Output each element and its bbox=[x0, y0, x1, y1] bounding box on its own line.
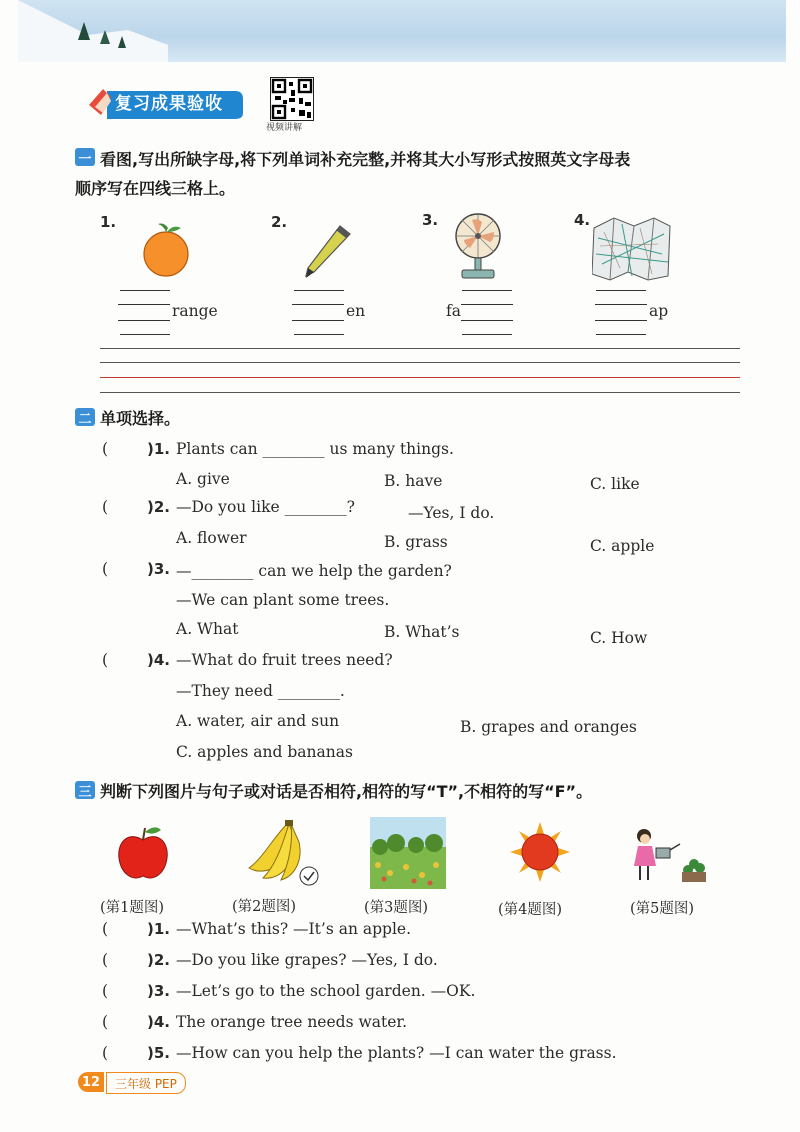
picture-caption: (第1题图) bbox=[100, 900, 165, 916]
item-number: 2. bbox=[271, 213, 288, 231]
qr-code-icon[interactable] bbox=[270, 77, 314, 121]
writing-line[interactable] bbox=[100, 392, 740, 393]
answer-paren[interactable]: ( bbox=[102, 1044, 109, 1062]
item-number: 4. bbox=[574, 211, 591, 229]
question-stem-reply: —Yes, I do. bbox=[408, 504, 495, 522]
answer-blank[interactable] bbox=[292, 320, 344, 321]
answer-blank[interactable] bbox=[595, 320, 647, 321]
part1-instruction-line1: 看图,写出所缺字母,将下列单词补充完整,并将其大小写形式按照英文字母表 bbox=[100, 150, 631, 169]
sun-icon bbox=[510, 822, 570, 882]
word-prefix: fa bbox=[446, 302, 461, 320]
answer-paren[interactable]: ( bbox=[102, 440, 109, 458]
option-c[interactable]: C. How bbox=[590, 629, 648, 647]
answer-paren[interactable]: ( bbox=[102, 560, 109, 578]
statement-text: The orange tree needs water. bbox=[176, 1013, 407, 1031]
qr-caption: 视频讲解 bbox=[266, 123, 303, 133]
option-b[interactable]: B. have bbox=[384, 472, 443, 490]
fan-icon bbox=[450, 210, 506, 282]
question-number: )4. bbox=[147, 651, 170, 669]
answer-paren[interactable]: ( bbox=[102, 951, 109, 969]
word-suffix: ap bbox=[649, 302, 669, 320]
answer-blank[interactable] bbox=[462, 290, 512, 291]
option-a[interactable]: A. flower bbox=[176, 529, 247, 547]
answer-blank[interactable] bbox=[461, 320, 513, 321]
question-stem: —________ can we help the garden? bbox=[176, 562, 452, 580]
question-number: )3. bbox=[147, 560, 170, 578]
writing-line[interactable] bbox=[100, 348, 740, 349]
statement-text: —Do you like grapes? —Yes, I do. bbox=[176, 951, 438, 969]
orange-icon bbox=[140, 220, 192, 278]
writing-line[interactable] bbox=[100, 362, 740, 363]
picture-caption: (第2题图) bbox=[232, 899, 297, 915]
option-c[interactable]: C. apple bbox=[590, 537, 655, 555]
question-stem-reply: —We can plant some trees. bbox=[176, 591, 390, 609]
answer-paren[interactable]: ( bbox=[102, 982, 109, 1000]
question-stem: —Do you like ________? bbox=[176, 498, 355, 516]
word-suffix: range bbox=[172, 302, 218, 320]
picture-caption: (第4题图) bbox=[498, 902, 563, 918]
question-number: )2. bbox=[147, 498, 170, 516]
answer-blank[interactable] bbox=[118, 304, 170, 305]
answer-blank[interactable] bbox=[596, 290, 646, 291]
question-stem: —What do fruit trees need? bbox=[176, 651, 393, 669]
answer-blank[interactable] bbox=[120, 334, 170, 335]
answer-blank[interactable] bbox=[596, 334, 646, 335]
option-b[interactable]: B. grapes and oranges bbox=[460, 718, 637, 736]
map-icon bbox=[592, 214, 672, 282]
garden-icon bbox=[370, 817, 446, 889]
answer-paren[interactable]: ( bbox=[102, 1013, 109, 1031]
option-a[interactable]: A. give bbox=[176, 470, 230, 488]
part3-instruction: 判断下列图片与句子或对话是否相符,相符的写“T”,不相符的写“F”。 bbox=[100, 782, 593, 801]
snow-mountain-illustration bbox=[18, 0, 168, 62]
statement-text: —What’s this? —It’s an apple. bbox=[176, 920, 412, 938]
writing-line[interactable] bbox=[100, 377, 740, 378]
statement-text: —How can you help the plants? —I can water the grass. bbox=[176, 1044, 617, 1062]
answer-paren[interactable]: ( bbox=[102, 498, 109, 516]
option-b[interactable]: B. What’s bbox=[384, 623, 460, 641]
statement-number: )1. bbox=[147, 920, 170, 938]
answer-paren[interactable]: ( bbox=[102, 920, 109, 938]
grade-label: 三年级 PEP bbox=[106, 1072, 186, 1094]
statement-number: )3. bbox=[147, 982, 170, 1000]
option-c[interactable]: C. like bbox=[590, 475, 640, 493]
answer-blank[interactable] bbox=[461, 304, 513, 305]
statement-number: )5. bbox=[147, 1044, 170, 1062]
answer-blank[interactable] bbox=[118, 320, 170, 321]
option-a[interactable]: A. What bbox=[176, 620, 239, 638]
answer-blank[interactable] bbox=[120, 290, 170, 291]
question-number: )1. bbox=[147, 440, 170, 458]
option-b[interactable]: B. grass bbox=[384, 533, 448, 551]
statement-text: —Let’s go to the school garden. —OK. bbox=[176, 982, 476, 1000]
answer-blank[interactable] bbox=[462, 334, 512, 335]
item-number: 3. bbox=[422, 211, 439, 229]
answer-blank[interactable] bbox=[294, 290, 344, 291]
section-title: 复习成果验收 bbox=[115, 94, 223, 114]
option-a[interactable]: A. water, air and sun bbox=[176, 712, 340, 730]
page-number: 12 bbox=[78, 1072, 104, 1092]
item-number: 1. bbox=[100, 213, 117, 231]
picture-caption: (第5题图) bbox=[630, 901, 695, 917]
statement-number: )2. bbox=[147, 951, 170, 969]
part2-number-icon: 二 bbox=[75, 408, 95, 426]
banana-icon bbox=[243, 818, 323, 888]
question-stem: Plants can ________ us many things. bbox=[176, 440, 454, 458]
part1-number-icon: 一 bbox=[75, 148, 95, 166]
girl-watering-icon bbox=[630, 826, 710, 886]
question-stem-reply: —They need ________. bbox=[176, 682, 345, 700]
answer-blank[interactable] bbox=[595, 304, 647, 305]
statement-number: )4. bbox=[147, 1013, 170, 1031]
option-c[interactable]: C. apples and bananas bbox=[176, 743, 353, 761]
answer-paren[interactable]: ( bbox=[102, 651, 109, 669]
part1-instruction-line2: 顺序写在四线三格上。 bbox=[75, 179, 236, 198]
pen-icon bbox=[300, 222, 354, 282]
answer-blank[interactable] bbox=[292, 304, 344, 305]
part2-instruction: 单项选择。 bbox=[100, 409, 181, 428]
apple-icon bbox=[115, 824, 171, 882]
part3-number-icon: 三 bbox=[75, 781, 95, 799]
picture-caption: (第3题图) bbox=[364, 900, 429, 916]
section-title-badge bbox=[85, 85, 245, 123]
word-suffix: en bbox=[346, 302, 366, 320]
answer-blank[interactable] bbox=[294, 334, 344, 335]
